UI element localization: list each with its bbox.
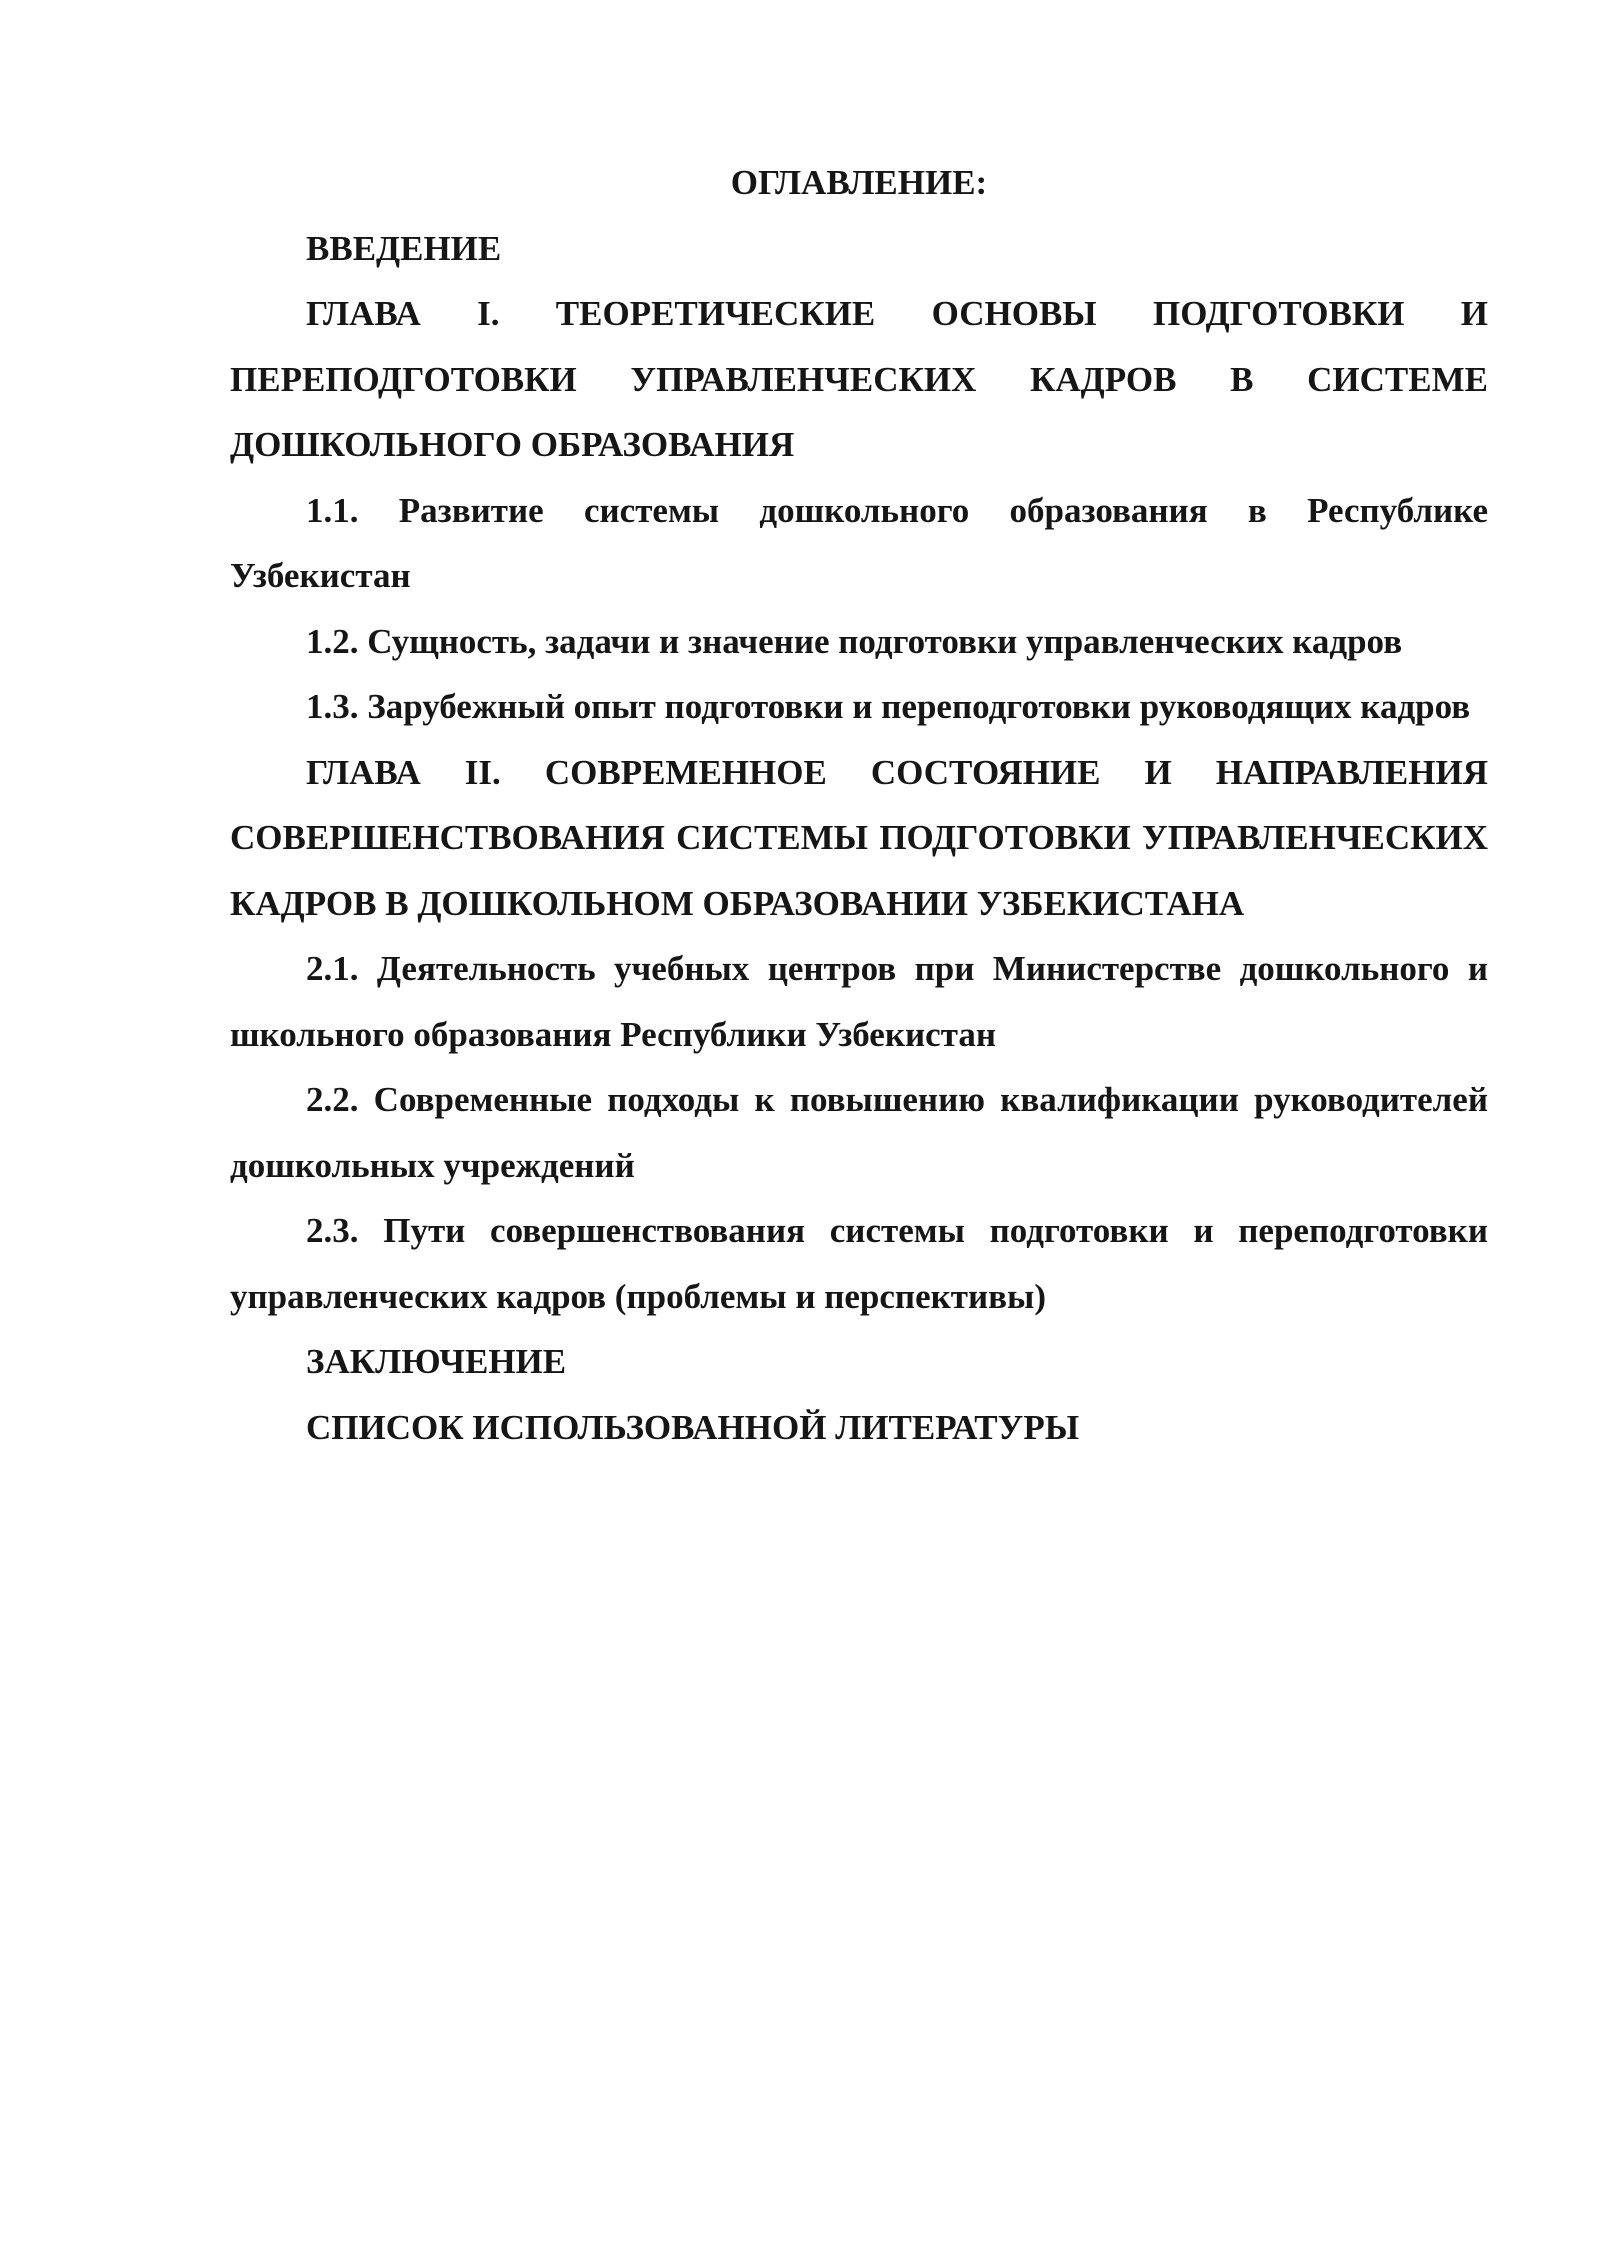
toc-entry-section-1-1: 1.1. Развитие системы дошкольного образования в Республике Узбекистан: [230, 490, 1488, 595]
toc-entry-section-2-3: 2.3. Пути совершенствования системы подготовки и переподготовки управленческих кадров (проблемы и перспективы): [230, 1211, 1488, 1316]
toc-entry-chapter-1: ГЛАВА I. ТЕОРЕТИЧЕСКИЕ ОСНОВЫ ПОДГОТОВКИ И ПЕРЕПОДГОТОВКИ УПРАВЛЕНЧЕСКИХ КАДРОВ В СИСТЕМЕ ДОШКОЛЬНОГО ОБРАЗОВАНИЯ: [230, 294, 1488, 464]
toc-entry-introduction: ВВЕДЕНИЕ: [306, 228, 502, 268]
toc-entry-bibliography: СПИСОК ИСПОЛЬЗОВАННОЙ ЛИТЕРАТУРЫ: [306, 1407, 1080, 1447]
toc-entry-chapter-2: ГЛАВА II. СОВРЕМЕННОЕ СОСТОЯНИЕ И НАПРАВЛЕНИЯ СОВЕРШЕНСТВОВАНИЯ СИСТЕМЫ ПОДГОТОВКИ УПРАВЛЕНЧЕСКИХ КАДРОВ В ДОШКОЛЬНОМ ОБРАЗОВАНИИ УЗБЕКИСТАНА: [230, 752, 1488, 923]
toc-title: ОГЛАВЛЕНИЕ:: [730, 163, 988, 202]
table-of-contents: [230, 150, 1488, 1460]
toc-entry-section-2-2: 2.2. Современные подходы к повышению квалификации руководителей дошкольных учреждений: [230, 1080, 1488, 1185]
toc-entry-section-2-1: 2.1. Деятельность учебных центров при Министерстве дошкольного и школьного образования Республики Узбекистан: [230, 949, 1488, 1054]
toc-entry-section-1-2: 1.2. Сущность, задачи и значение подготовки управленческих кадров: [306, 621, 1403, 661]
toc-entry-conclusion: ЗАКЛЮЧЕНИЕ: [306, 1342, 567, 1381]
toc-entry-section-1-3: 1.3. Зарубежный опыт подготовки и переподготовки руководящих кадров: [306, 687, 1471, 726]
